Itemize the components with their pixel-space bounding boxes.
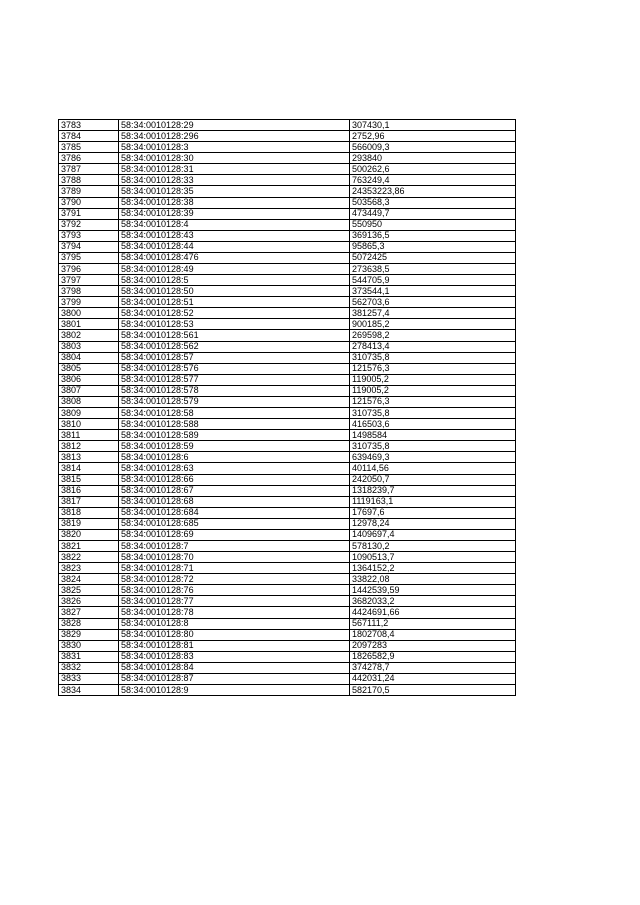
value-cell: 503568,3: [350, 197, 516, 208]
value-cell: 121576,3: [350, 363, 516, 374]
value-cell: 442031,24: [350, 673, 516, 684]
value-cell: 544705,9: [350, 275, 516, 286]
table-row: [59, 153, 516, 164]
table-row: [59, 585, 516, 596]
row-number-cell: 3827: [59, 607, 119, 618]
value-cell: 369136,5: [350, 230, 516, 241]
table-row: [59, 684, 516, 695]
row-number-cell: 3824: [59, 574, 119, 585]
row-number-cell: 3810: [59, 419, 119, 430]
table-row: [59, 297, 516, 308]
cadastral-number-cell: 58:34:0010128:52: [119, 308, 350, 319]
row-number-cell: 3793: [59, 230, 119, 241]
row-number-cell: 3819: [59, 518, 119, 529]
row-number-cell: 3818: [59, 507, 119, 518]
cadastral-number-cell: 58:34:0010128:66: [119, 474, 350, 485]
value-cell: 500262,6: [350, 164, 516, 175]
row-number-cell: 3788: [59, 175, 119, 186]
row-number-cell: 3821: [59, 540, 119, 551]
cadastral-number-cell: 58:34:0010128:69: [119, 529, 350, 540]
value-cell: 278413,4: [350, 341, 516, 352]
cadastral-number-cell: 58:34:0010128:51: [119, 297, 350, 308]
cadastral-number-cell: 58:34:0010128:576: [119, 363, 350, 374]
cadastral-number-cell: 58:34:0010128:8: [119, 618, 350, 629]
cadastral-number-cell: 58:34:0010128:296: [119, 131, 350, 142]
table-row: [59, 441, 516, 452]
value-cell: 119005,2: [350, 385, 516, 396]
cadastral-number-cell: 58:34:0010128:78: [119, 607, 350, 618]
row-number-cell: 3828: [59, 618, 119, 629]
table-row: [59, 618, 516, 629]
row-number-cell: 3794: [59, 241, 119, 252]
value-cell: 121576,3: [350, 396, 516, 407]
row-number-cell: 3811: [59, 430, 119, 441]
row-number-cell: 3806: [59, 374, 119, 385]
table-row: [59, 308, 516, 319]
value-cell: 12978,24: [350, 518, 516, 529]
row-number-cell: 3796: [59, 264, 119, 275]
row-number-cell: 3807: [59, 385, 119, 396]
table-row: [59, 230, 516, 241]
row-number-cell: 3805: [59, 363, 119, 374]
cadastral-number-cell: 58:34:0010128:7: [119, 540, 350, 551]
table-row: [59, 629, 516, 640]
row-number-cell: 3783: [59, 120, 119, 131]
data-table: [58, 119, 516, 696]
table-row: [59, 175, 516, 186]
table-row: [59, 363, 516, 374]
table-row: [59, 507, 516, 518]
row-number-cell: 3801: [59, 319, 119, 330]
cadastral-number-cell: 58:34:0010128:49: [119, 264, 350, 275]
cadastral-number-cell: 58:34:0010128:685: [119, 518, 350, 529]
table-row: [59, 275, 516, 286]
cadastral-number-cell: 58:34:0010128:83: [119, 651, 350, 662]
value-cell: 1409697,4: [350, 529, 516, 540]
cadastral-number-cell: 58:34:0010128:57: [119, 352, 350, 363]
value-cell: 562703,6: [350, 297, 516, 308]
value-cell: 763249,4: [350, 175, 516, 186]
table-row: [59, 164, 516, 175]
value-cell: 1364152,2: [350, 563, 516, 574]
value-cell: 2097283: [350, 640, 516, 651]
row-number-cell: 3822: [59, 552, 119, 563]
row-number-cell: 3802: [59, 330, 119, 341]
row-number-cell: 3787: [59, 164, 119, 175]
value-cell: 310735,8: [350, 408, 516, 419]
table-row: [59, 341, 516, 352]
cadastral-number-cell: 58:34:0010128:71: [119, 563, 350, 574]
table-row: [59, 408, 516, 419]
row-number-cell: 3820: [59, 529, 119, 540]
value-cell: 310735,8: [350, 352, 516, 363]
cadastral-number-cell: 58:34:0010128:589: [119, 430, 350, 441]
cadastral-number-cell: 58:34:0010128:5: [119, 275, 350, 286]
row-number-cell: 3792: [59, 219, 119, 230]
row-number-cell: 3832: [59, 662, 119, 673]
cadastral-number-cell: 58:34:0010128:562: [119, 341, 350, 352]
table-row: [59, 474, 516, 485]
table-row: [59, 385, 516, 396]
cadastral-number-cell: 58:34:0010128:35: [119, 186, 350, 197]
row-number-cell: 3825: [59, 585, 119, 596]
cadastral-number-cell: 58:34:0010128:50: [119, 286, 350, 297]
row-number-cell: 3784: [59, 131, 119, 142]
table-row: [59, 529, 516, 540]
row-number-cell: 3814: [59, 463, 119, 474]
value-cell: 33822,08: [350, 574, 516, 585]
value-cell: 381257,4: [350, 308, 516, 319]
table-row: [59, 673, 516, 684]
row-number-cell: 3831: [59, 651, 119, 662]
cadastral-number-cell: 58:34:0010128:29: [119, 120, 350, 131]
cadastral-number-cell: 58:34:0010128:31: [119, 164, 350, 175]
value-cell: 639469,3: [350, 452, 516, 463]
table-row: [59, 574, 516, 585]
value-cell: 374278,7: [350, 662, 516, 673]
value-cell: 373544,1: [350, 286, 516, 297]
row-number-cell: 3823: [59, 563, 119, 574]
row-number-cell: 3809: [59, 408, 119, 419]
cadastral-number-cell: 58:34:0010128:68: [119, 496, 350, 507]
cadastral-number-cell: 58:34:0010128:30: [119, 153, 350, 164]
row-number-cell: 3826: [59, 596, 119, 607]
value-cell: 269598,2: [350, 330, 516, 341]
cadastral-number-cell: 58:34:0010128:63: [119, 463, 350, 474]
row-number-cell: 3830: [59, 640, 119, 651]
row-number-cell: 3812: [59, 441, 119, 452]
cadastral-number-cell: 58:34:0010128:39: [119, 208, 350, 219]
value-cell: 24353223,86: [350, 186, 516, 197]
row-number-cell: 3799: [59, 297, 119, 308]
table-row: [59, 596, 516, 607]
value-cell: 582170,5: [350, 684, 516, 695]
table-row: [59, 186, 516, 197]
cadastral-number-cell: 58:34:0010128:81: [119, 640, 350, 651]
cadastral-number-cell: 58:34:0010128:6: [119, 452, 350, 463]
cadastral-number-cell: 58:34:0010128:4: [119, 219, 350, 230]
cadastral-number-cell: 58:34:0010128:76: [119, 585, 350, 596]
cadastral-number-cell: 58:34:0010128:67: [119, 485, 350, 496]
value-cell: 578130,2: [350, 540, 516, 551]
table-row: [59, 264, 516, 275]
table-row: [59, 208, 516, 219]
cadastral-number-cell: 58:34:0010128:33: [119, 175, 350, 186]
table-row: [59, 142, 516, 153]
value-cell: 17697,6: [350, 507, 516, 518]
table-row: [59, 607, 516, 618]
value-cell: 1498584: [350, 430, 516, 441]
value-cell: 1802708,4: [350, 629, 516, 640]
row-number-cell: 3790: [59, 197, 119, 208]
row-number-cell: 3789: [59, 186, 119, 197]
value-cell: 273638,5: [350, 264, 516, 275]
value-cell: 1318239,7: [350, 485, 516, 496]
row-number-cell: 3800: [59, 308, 119, 319]
row-number-cell: 3833: [59, 673, 119, 684]
cadastral-number-cell: 58:34:0010128:579: [119, 396, 350, 407]
table-row: [59, 518, 516, 529]
row-number-cell: 3795: [59, 252, 119, 263]
table-row: [59, 374, 516, 385]
table-row: [59, 286, 516, 297]
cadastral-number-cell: 58:34:0010128:38: [119, 197, 350, 208]
cadastral-number-cell: 58:34:0010128:58: [119, 408, 350, 419]
cadastral-number-cell: 58:34:0010128:77: [119, 596, 350, 607]
cadastral-number-cell: 58:34:0010128:3: [119, 142, 350, 153]
cadastral-number-cell: 58:34:0010128:43: [119, 230, 350, 241]
value-cell: 416503,6: [350, 419, 516, 430]
table-row: [59, 241, 516, 252]
value-cell: 1442539,59: [350, 585, 516, 596]
cadastral-number-cell: 58:34:0010128:80: [119, 629, 350, 640]
table-row: [59, 463, 516, 474]
value-cell: 95865,3: [350, 241, 516, 252]
row-number-cell: 3803: [59, 341, 119, 352]
table-row: [59, 651, 516, 662]
value-cell: 310735,8: [350, 441, 516, 452]
value-cell: 567111,2: [350, 618, 516, 629]
cadastral-number-cell: 58:34:0010128:84: [119, 662, 350, 673]
table-row: [59, 252, 516, 263]
value-cell: 1119163,1: [350, 496, 516, 507]
row-number-cell: 3817: [59, 496, 119, 507]
row-number-cell: 3815: [59, 474, 119, 485]
value-cell: 900185,2: [350, 319, 516, 330]
value-cell: 1826582,9: [350, 651, 516, 662]
cadastral-number-cell: 58:34:0010128:588: [119, 419, 350, 430]
table-row: [59, 485, 516, 496]
row-number-cell: 3829: [59, 629, 119, 640]
cadastral-number-cell: 58:34:0010128:578: [119, 385, 350, 396]
row-number-cell: 3786: [59, 153, 119, 164]
row-number-cell: 3785: [59, 142, 119, 153]
table-row: [59, 496, 516, 507]
cadastral-number-cell: 58:34:0010128:684: [119, 507, 350, 518]
row-number-cell: 3791: [59, 208, 119, 219]
cadastral-number-cell: 58:34:0010128:577: [119, 374, 350, 385]
row-number-cell: 3797: [59, 275, 119, 286]
table-row: [59, 396, 516, 407]
row-number-cell: 3808: [59, 396, 119, 407]
table-row: [59, 131, 516, 142]
table-row: [59, 352, 516, 363]
cadastral-number-cell: 58:34:0010128:72: [119, 574, 350, 585]
row-number-cell: 3798: [59, 286, 119, 297]
table-row: [59, 540, 516, 551]
table-row: [59, 552, 516, 563]
cadastral-number-cell: 58:34:0010128:59: [119, 441, 350, 452]
cadastral-number-cell: 58:34:0010128:9: [119, 684, 350, 695]
table-row: [59, 120, 516, 131]
value-cell: 5072425: [350, 252, 516, 263]
table-row: [59, 319, 516, 330]
value-cell: 242050,7: [350, 474, 516, 485]
table-row: [59, 640, 516, 651]
table-row: [59, 197, 516, 208]
cadastral-number-cell: 58:34:0010128:561: [119, 330, 350, 341]
cadastral-number-cell: 58:34:0010128:53: [119, 319, 350, 330]
value-cell: 550950: [350, 219, 516, 230]
cadastral-number-cell: 58:34:0010128:70: [119, 552, 350, 563]
value-cell: 566009,3: [350, 142, 516, 153]
value-cell: 3682033,2: [350, 596, 516, 607]
row-number-cell: 3804: [59, 352, 119, 363]
row-number-cell: 3813: [59, 452, 119, 463]
table-row: [59, 452, 516, 463]
value-cell: 40114,56: [350, 463, 516, 474]
value-cell: 473449,7: [350, 208, 516, 219]
row-number-cell: 3834: [59, 684, 119, 695]
value-cell: 1090513,7: [350, 552, 516, 563]
table-row: [59, 430, 516, 441]
table-row: [59, 219, 516, 230]
cadastral-number-cell: 58:34:0010128:476: [119, 252, 350, 263]
table-row: [59, 419, 516, 430]
table-row: [59, 330, 516, 341]
value-cell: 2752,96: [350, 131, 516, 142]
value-cell: 4424691,66: [350, 607, 516, 618]
cadastral-number-cell: 58:34:0010128:87: [119, 673, 350, 684]
value-cell: 119005,2: [350, 374, 516, 385]
value-cell: 307430,1: [350, 120, 516, 131]
cadastral-number-cell: 58:34:0010128:44: [119, 241, 350, 252]
table-row: [59, 563, 516, 574]
value-cell: 293840: [350, 153, 516, 164]
row-number-cell: 3816: [59, 485, 119, 496]
table-row: [59, 662, 516, 673]
